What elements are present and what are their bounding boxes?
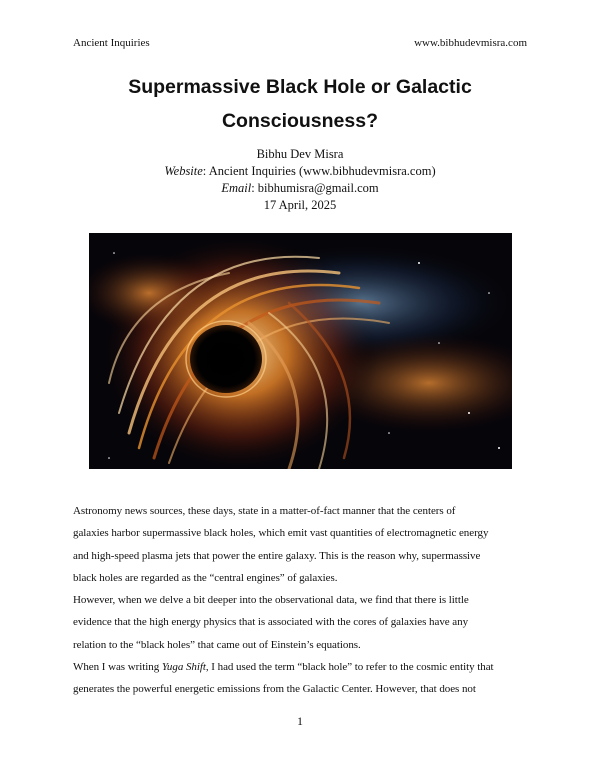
article-body	[73, 500, 528, 701]
title-line-1: Supermassive Black Hole or Galactic	[128, 76, 472, 98]
p3-line-2: generates the powerful energetic emissions from the Galactic Center. However, that does not	[73, 683, 476, 696]
p2-line-3: relation to the “black holes” that came out of Einstein’s equations.	[73, 638, 361, 651]
publication-date: 17 April, 2025	[263, 198, 337, 212]
p1-line-1: Astronomy news sources, these days, state in a matter-of-fact manner that the centers of	[73, 505, 456, 517]
p1-line-2: galaxies harbor supermassive black holes, which emit vast quantities of electromagnetic energy	[73, 527, 489, 540]
author-name: Bibhu Dev Misra	[256, 147, 344, 161]
p3-line-1-pre: When I was writing	[73, 661, 162, 674]
p3-line-1-post: , I had used the term “black hole” to refer to the cosmic entity that	[205, 661, 494, 674]
document-title	[60, 70, 540, 138]
book-title-yuga-shift: Yuga Shift	[161, 661, 206, 674]
p2-line-2: evidence that the high energy physics that is associated with the cores of galaxies have any	[73, 616, 469, 629]
website-label: Website	[164, 164, 203, 178]
email-value: : bibhumisra@gmail.com	[251, 181, 379, 195]
page-number: 1	[297, 714, 303, 728]
paragraph-2	[73, 589, 528, 656]
black-hole-illustration-svg	[89, 233, 512, 469]
email-line	[0, 180, 600, 197]
paragraph-3	[73, 656, 528, 701]
p1-line-3: and high-speed plasma jets that power the entire galaxy. This is the reason why, supermassive	[73, 549, 481, 562]
black-hole-illustration	[89, 233, 512, 469]
website-value: : Ancient Inquiries (www.bibhudevmisra.com)	[202, 164, 436, 178]
paragraph-1	[73, 500, 528, 589]
title-line-2: Consciousness?	[221, 110, 379, 132]
email-label: Email	[221, 181, 252, 195]
website-line	[0, 163, 600, 180]
p2-line-1: However, when we delve a bit deeper into the observational data, we find that there is little	[73, 594, 469, 607]
running-header-left: Ancient Inquiries	[73, 37, 150, 49]
running-header-right: www.bibhudevmisra.com	[414, 37, 527, 49]
p1-line-4: black holes are regarded as the “central engines” of galaxies.	[73, 571, 338, 584]
